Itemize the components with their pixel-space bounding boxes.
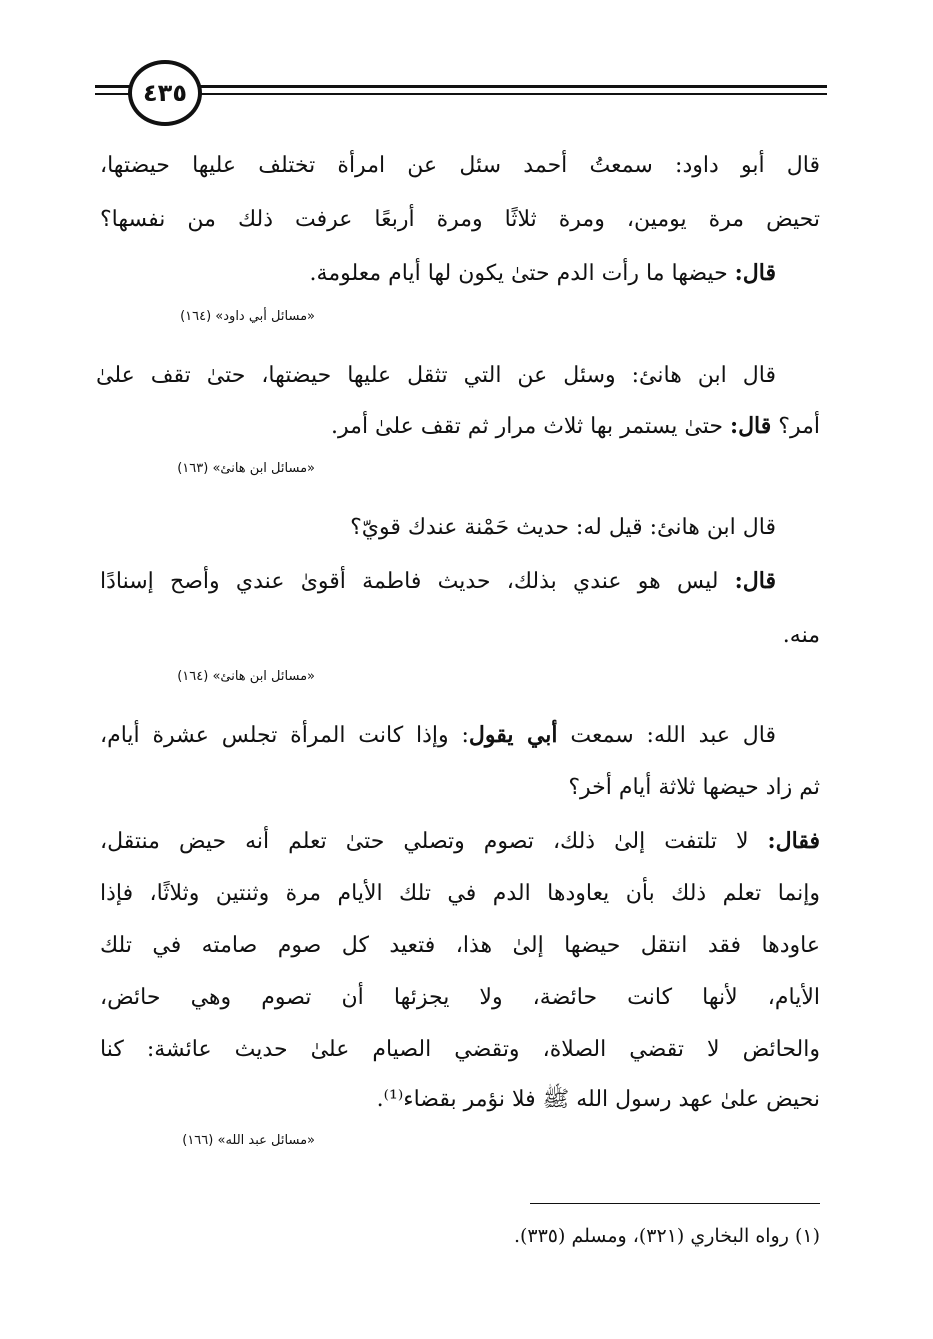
page-header	[95, 55, 827, 125]
text-line: الأيام، لأنها كانت حائضة، ولا يجزئها أن تصوم وهي حائض،	[100, 985, 820, 1010]
text-line: قال ابن هانئ: قيل له: حديث حَمْنة عندك قويّ؟	[350, 515, 776, 540]
text-line: عاودها فقد انتقل حيضها إلىٰ هذا، فتعيد كل صوم صامته في تلك	[100, 933, 820, 958]
text-line: وإنما تعلم ذلك بأن يعاودها الدم في تلك الأيام مرة وثنتين وثلاثًا، فإذا	[100, 881, 820, 906]
text-line: قال ابن هانئ: وسئل عن التي تثقل عليها حيضتها، حتىٰ تقف علىٰ	[96, 363, 776, 388]
header-rule	[195, 85, 827, 88]
text-line: قال عبد الله: سمعت أبي يقول: وإذا كانت المرأة تجلس عشرة أيام،	[100, 722, 776, 748]
footnote: (١) رواه البخاري (٣٢١)، ومسلم (٣٣٥).	[513, 1225, 820, 1247]
source-citation: «مسائل أبي داود» (١٦٤)	[180, 309, 315, 324]
text-line: نحيض علىٰ عهد رسول الله ﷺ فلا نؤمر بقضاء⁽¹⁾.	[376, 1087, 820, 1112]
text-line: قال: ليس هو عندي بذلك، حديث فاطمة أقوىٰ عندي وأصح إسنادًا	[100, 568, 776, 594]
text-line: أمر؟ قال: حتىٰ يستمر بها ثلاث مرار ثم تقف علىٰ أمر.	[331, 413, 820, 439]
text-line: منه.	[782, 623, 820, 648]
text-line: ثم زاد حيضها ثلاثة أيام أخر؟	[568, 775, 820, 800]
text-line: والحائض لا تقضي الصلاة، وتقضي الصيام علىٰ حديث عائشة: كنا	[100, 1037, 820, 1062]
text-line: تحيض مرة يومين، ومرة ثلاثًا ومرة أربعًا عرفت ذلك من نفسها؟	[100, 207, 820, 232]
source-citation: «مسائل ابن هانئ» (١٦٣)	[177, 461, 315, 476]
text-line: فقال: لا تلتفت إلىٰ ذلك، تصوم وتصلي حتىٰ تعلم أنه حيض منتقل،	[100, 828, 820, 854]
source-citation: «مسائل عبد الله» (١٦٦)	[182, 1133, 315, 1148]
page-number: ٤٣٥	[128, 60, 202, 126]
header-rule	[195, 93, 827, 95]
source-citation: «مسائل ابن هانئ» (١٦٤)	[177, 669, 315, 684]
footnote-rule	[530, 1203, 820, 1204]
text-line: قال أبو داود: سمعتُ أحمد سئل عن امرأة تختلف عليها حيضتها،	[100, 153, 820, 178]
text-line: قال: حيضها ما رأت الدم حتىٰ يكون لها أيام معلومة.	[309, 260, 776, 286]
